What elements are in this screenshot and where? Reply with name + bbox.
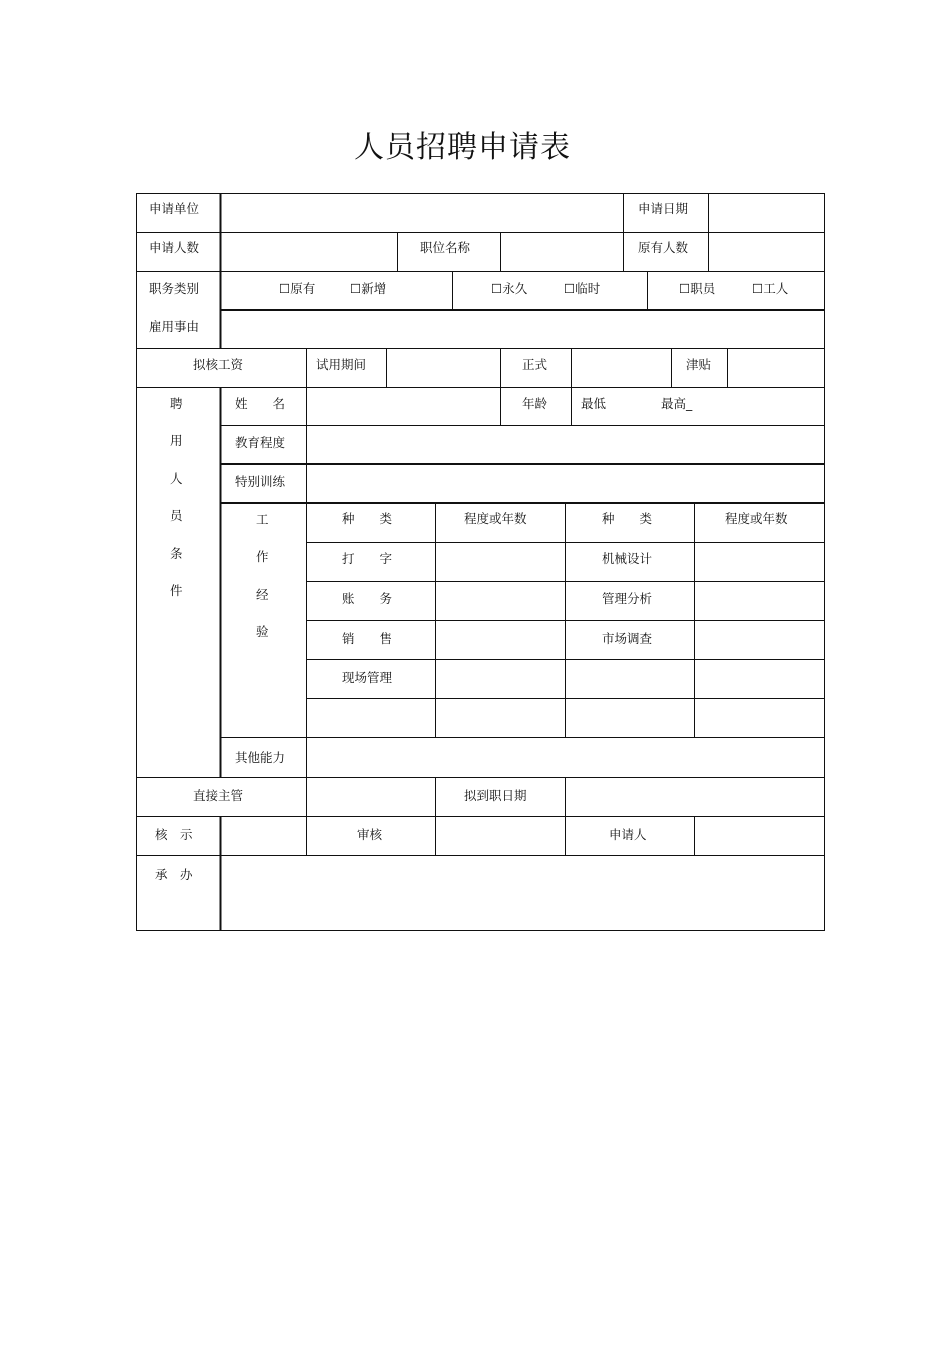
label-applicant: 申请人 (609, 827, 647, 842)
label-probation: 试用期间 (316, 357, 367, 372)
exp-row-left: 打 字 (342, 551, 393, 566)
option-original[interactable] (279, 282, 315, 296)
label-reason: 雇用事由 (149, 319, 200, 334)
work-exp-label-char: 经 (256, 587, 269, 602)
label-salary: 拟核工资 (193, 357, 244, 372)
work-exp-label-char: 作 (256, 549, 269, 564)
page-title: 人员招聘申请表 (354, 130, 571, 165)
conditions-label-char: 聘 (170, 396, 183, 411)
label-age: 年龄 (522, 396, 548, 411)
label-age-min: 最低 (581, 396, 607, 411)
label-position-name: 职位名称 (420, 240, 471, 255)
work-exp-label-char: 验 (256, 624, 269, 639)
label-supervisor: 直接主管 (193, 788, 244, 803)
option-staff-label: 职员 (690, 281, 716, 296)
option-temporary-label: 临时 (575, 281, 601, 296)
label-start-date: 拟到职日期 (464, 788, 527, 803)
label-approve: 核 示 (155, 827, 193, 842)
exp-row-right: 管理分析 (602, 591, 653, 606)
option-staff[interactable] (679, 282, 715, 296)
work-exp-label-char: 工 (256, 512, 269, 527)
label-existing-count: 原有人数 (638, 240, 689, 255)
option-new[interactable] (350, 282, 386, 296)
conditions-label-char: 件 (170, 583, 183, 598)
exp-row-left: 现场管理 (342, 670, 393, 685)
conditions-label-char: 员 (170, 508, 183, 523)
exp-header-type2: 种 类 (602, 511, 653, 526)
option-permanent[interactable] (491, 282, 527, 296)
label-job-type: 职务类别 (149, 281, 200, 296)
conditions-label-char: 条 (170, 546, 183, 561)
checkbox-icon: ☐ (752, 281, 764, 296)
exp-row-right: 市场调查 (602, 631, 653, 646)
label-other-ability: 其他能力 (235, 750, 286, 765)
exp-header-level: 程度或年数 (464, 511, 527, 526)
label-education: 教育程度 (235, 435, 286, 450)
checkbox-icon: ☐ (564, 281, 576, 296)
exp-row-left: 销 售 (342, 631, 393, 646)
label-apply-count: 申请人数 (149, 240, 200, 255)
label-formal: 正式 (522, 357, 548, 372)
label-allowance: 津贴 (686, 357, 712, 372)
checkbox-icon: ☐ (679, 281, 691, 296)
option-temporary[interactable] (564, 282, 600, 296)
checkbox-icon: ☐ (279, 281, 291, 296)
label-special-training: 特别训练 (235, 474, 286, 489)
label-age-max: 最高_ (661, 396, 693, 411)
option-permanent-label: 永久 (502, 281, 528, 296)
conditions-label-char: 用 (170, 433, 183, 448)
conditions-label-char: 人 (170, 471, 183, 486)
label-review: 审核 (357, 827, 383, 842)
label-apply-unit: 申请单位 (149, 201, 200, 216)
exp-row-left: 账 务 (342, 591, 393, 606)
label-handle: 承 办 (155, 867, 193, 882)
option-new-label: 新增 (361, 281, 387, 296)
label-name: 姓 名 (235, 396, 286, 411)
exp-header-level2: 程度或年数 (725, 511, 788, 526)
option-worker[interactable] (752, 282, 788, 296)
checkbox-icon: ☐ (350, 281, 362, 296)
checkbox-icon: ☐ (491, 281, 503, 296)
label-apply-date: 申请日期 (638, 201, 689, 216)
option-original-label: 原有 (290, 281, 316, 296)
option-worker-label: 工人 (763, 281, 789, 296)
exp-header-type: 种 类 (342, 511, 393, 526)
exp-row-right: 机械设计 (602, 551, 653, 566)
